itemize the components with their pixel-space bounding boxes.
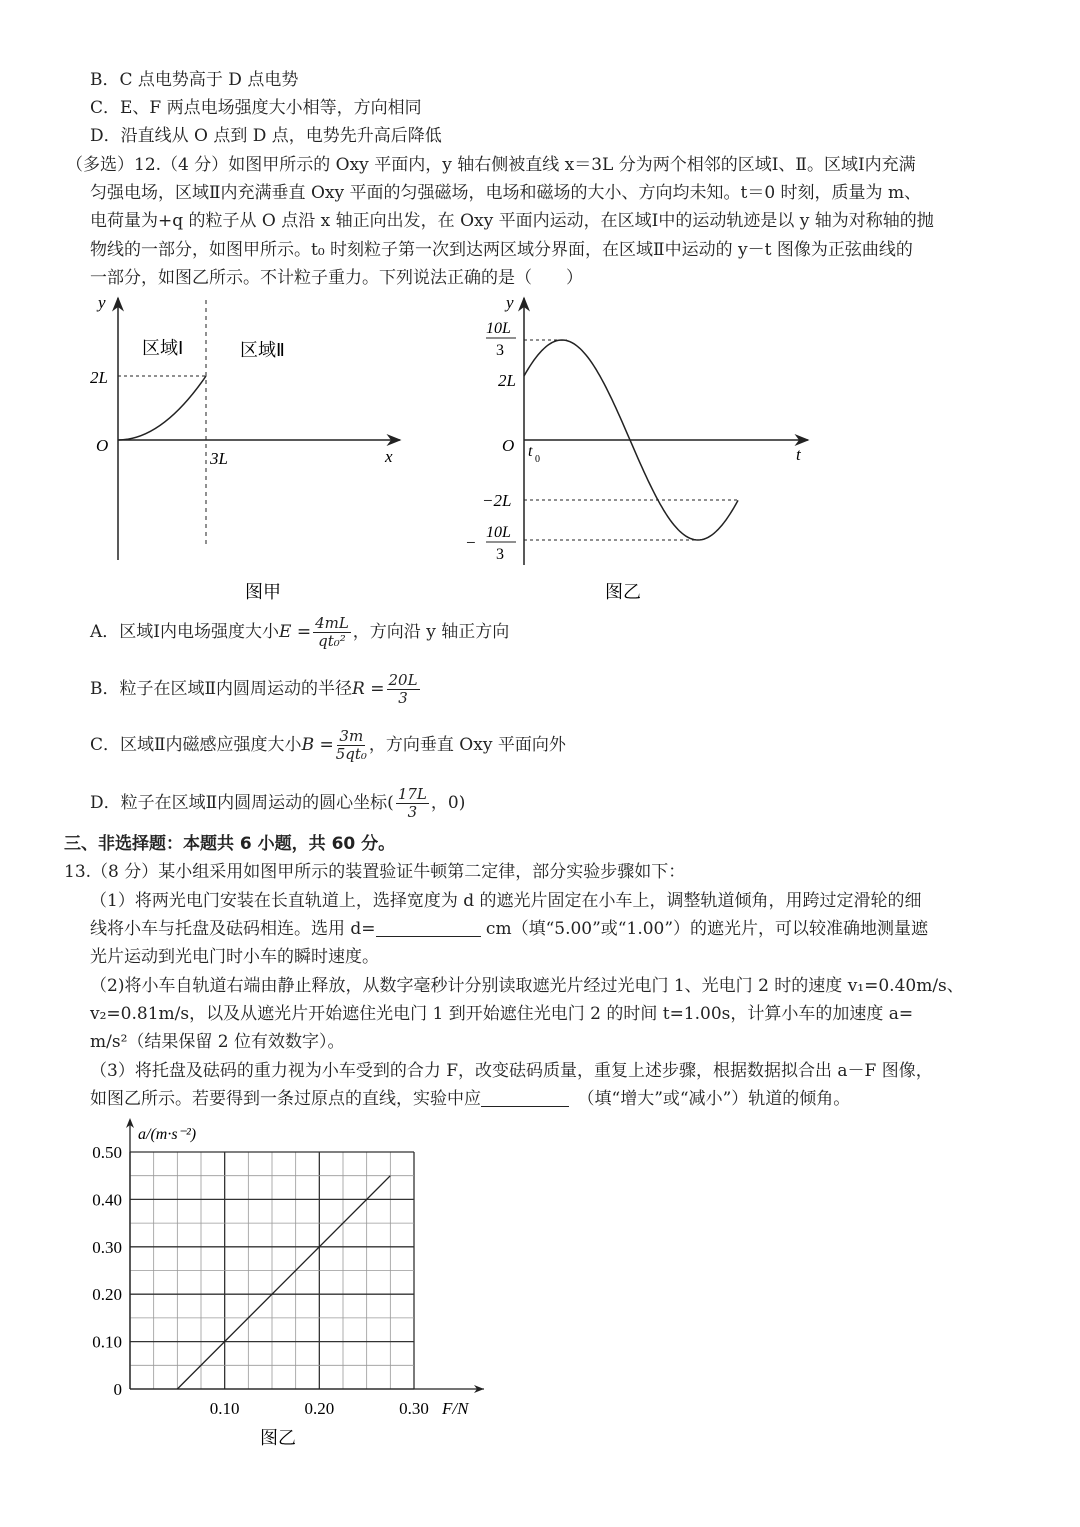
- q12-line: 电荷量为+q 的粒子从 O 点沿 x 轴正向出发，在 Oxy 平面内运动，在区域Ⅰ中的运动轨迹是以 y 轴为对称轴的抛: [90, 211, 934, 231]
- section-heading: 三、非选择题：本题共 6 小题，共 60 分。: [64, 834, 396, 854]
- x-tick-label: 0.10: [209, 1399, 240, 1418]
- option-b-prev: B．C 点电势高于 D 点电势: [90, 70, 299, 90]
- y-tick-label: 0.40: [92, 1190, 122, 1210]
- svg-text:2L: 2L: [90, 368, 108, 387]
- svg-text:10L: 10L: [486, 320, 511, 337]
- svg-text:O: O: [502, 436, 515, 455]
- q12-line: 匀强电场，区域Ⅱ内充满垂直 Oxy 平面的匀强磁场，电场和磁场的大小、方向均未知。t＝0 时刻，质量为 m、: [90, 183, 922, 203]
- x-tick-label: 0.20: [304, 1399, 335, 1418]
- chart-caption: 图乙: [260, 1428, 296, 1448]
- svg-text:2L: 2L: [498, 371, 516, 390]
- q12-option-d[interactable]: D．粒子在区域Ⅱ内圆周运动的圆心坐标( $\frac{17L}{3}$ ，0): [90, 785, 466, 821]
- svg-text:10L: 10L: [486, 524, 511, 541]
- svg-text:y: y: [98, 293, 106, 312]
- x-tick-label: 0.30: [399, 1399, 429, 1418]
- q13-head: 13.（8 分）某小组采用如图甲所示的装置验证牛顿第二定律，部分实验步骤如下：: [64, 862, 686, 882]
- svg-text:0: 0: [535, 454, 540, 465]
- q12-option-a[interactable]: A．区域Ⅰ内电场强度大小E = $\frac{4mL}{\text{qt₀²}}$ ，方向沿 y 轴正方向: [90, 614, 510, 650]
- q12-line: 一部分，如图乙所示。不计粒子重力。下列说法正确的是（ ）: [90, 268, 583, 288]
- y-tick-label: 0.20: [92, 1285, 122, 1305]
- y-tick-label: 0.50: [92, 1143, 122, 1162]
- svg-text:区域Ⅱ: 区域Ⅱ: [240, 340, 285, 360]
- svg-text:−: −: [466, 533, 476, 552]
- q12-option-b[interactable]: B．粒子在区域Ⅱ内圆周运动的半径R = $\frac{20L}{3}$: [90, 671, 418, 707]
- parabola-trajectory: [118, 376, 206, 440]
- svg-text:t: t: [528, 443, 533, 460]
- q12-line: 物线的一部分，如图甲所示。t₀ 时刻粒子第一次到达两区域分界面，在区域Ⅱ中运动的 y－t 图像为正弦曲线的: [90, 240, 913, 260]
- svg-text:3L: 3L: [210, 449, 228, 468]
- exam-page: B．C 点电势高于 D 点电势 C．E、F 两点电场强度大小相等，方向相同 D．沿直线从 O 点到 D 点，电势先升高后降低 （多选）12.（4 分）如图甲所示的 Oxy 平面内，y 轴右侧被直线 x＝3L 分为两个相邻的区域Ⅰ、Ⅱ。区域Ⅰ内充满 匀强电场，区域Ⅱ内充满垂直 Oxy 平面的匀强磁场，电场和磁场的大小、方向均未知。t＝0 时刻，质量为 m、 电荷量为+q 的粒子从 O 点沿 x 轴正向出发，在 Oxy 平面内运动，在区域Ⅰ中的运动轨迹是以 y 轴为对称轴的抛 物线的一部分，如图甲所示。t₀ 时刻粒子第一次到达两区域分界面，在区域Ⅱ中运动的 y－t 图像为正弦曲线的 一部分，如图乙所示。不计粒子重力。下列说法正确的是（ ） y x O 区域Ⅰ 区域Ⅱ 2L 3L 图甲 y t O t 0 10L 3 2L −2L − 10L 3 图乙 A．区域Ⅰ内电场强度大小E = $\frac{4mL}{\text{qt₀²}}$ ，方向沿 y 轴正方向 B．粒子在区域Ⅱ内圆周运动的半径R = $\frac{20L}{3}$ C．区域Ⅱ内磁感应强度大小B = $\frac{3m}{\text{5qt₀}}$ ，方向垂直 Oxy 平面向外 D．粒子在区域Ⅱ内圆周运动的圆心坐标( $\frac{17L}{3}$ ，0) 三、非选择题：本题共 6 小题，共 60 分。 13.（8 分）某小组采用如图甲所示的装置验证牛顿第二定律，部分实验步骤如下： （1）将两光电门安装在长直轨道上，选择宽度为 d 的遮光片固定在小车上，调整轨道倾角，用跨过定滑轮的细 线将小车与托盘及砝码相连。选用 d= cm（填“5.00”或“1.00”）的遮光片，可以较准确地测量遮 光片运动到光电门时小车的瞬时速度。 （2)将小车自轨道右端由静止释放，从数字毫秒计分别读取遮光片经过光电门 1、光电门 2 时的速度 v₁=0.40m/s、 v₂=0.81m/s，以及从遮光片开始遮住光电门 1 到开始遮住光电门 2 的时间 t=1.00s，计算小车的加速度 a= m/s²（结果保留 2 位有效数字）。 （3）将托盘及砝码的重力视为小车受到的合力 F，改变砝码质量，重复上述步骤，根据数据拟合出 a－F 图像， 如图乙所示。若要得到一条过原点的直线，实验中应 （填“增大”或“减小”）轨道的倾角。 0 0.10 0.20 0.30 0.40 0.50 0.10 0.20 0.30 F/N a/(m·s⁻²) 图乙: [0, 0, 1080, 1527]
- option-c-prev: C．E、F 两点电场强度大小相等，方向相同: [90, 98, 422, 118]
- figure-a: [90, 293, 400, 602]
- svg-text:t: t: [796, 445, 801, 464]
- answer-blank-angle[interactable]: [481, 1088, 569, 1107]
- svg-text:x: x: [385, 447, 393, 466]
- y-tick-label: 0.10: [92, 1332, 122, 1352]
- answer-blank-d[interactable]: [376, 918, 481, 937]
- svg-text:3: 3: [496, 546, 504, 563]
- y-axis-label: a/(m·s⁻²): [138, 1126, 197, 1143]
- a-f-chart: [0, 1110, 520, 1460]
- x-axis-label: F/N: [442, 1399, 469, 1418]
- svg-text:3: 3: [496, 342, 504, 359]
- figure-b: [466, 293, 808, 602]
- q12-figures: [0, 0, 1080, 620]
- svg-text:O: O: [96, 436, 109, 455]
- y-tick-label: 0: [113, 1380, 122, 1399]
- svg-text:区域Ⅰ: 区域Ⅰ: [142, 338, 184, 358]
- q12-line: （多选）12.（4 分）如图甲所示的 Oxy 平面内，y 轴右侧被直线 x＝3L 分为两个相邻的区域Ⅰ、Ⅱ。区域Ⅰ内充满: [66, 155, 916, 175]
- svg-text:y: y: [506, 293, 514, 312]
- option-d-prev: D．沿直线从 O 点到 D 点，电势先升高后降低: [90, 126, 442, 146]
- svg-text:图乙: 图乙: [605, 582, 641, 602]
- y-tick-label: 0.30: [92, 1237, 122, 1257]
- svg-text:图甲: 图甲: [245, 582, 281, 602]
- q12-option-c[interactable]: C．区域Ⅱ内磁感应强度大小B = $\frac{3m}{\text{5qt₀}}$ ，方向垂直 Oxy 平面向外: [90, 727, 566, 763]
- svg-text:−2L: −2L: [482, 491, 512, 510]
- fit-line: [177, 1176, 390, 1389]
